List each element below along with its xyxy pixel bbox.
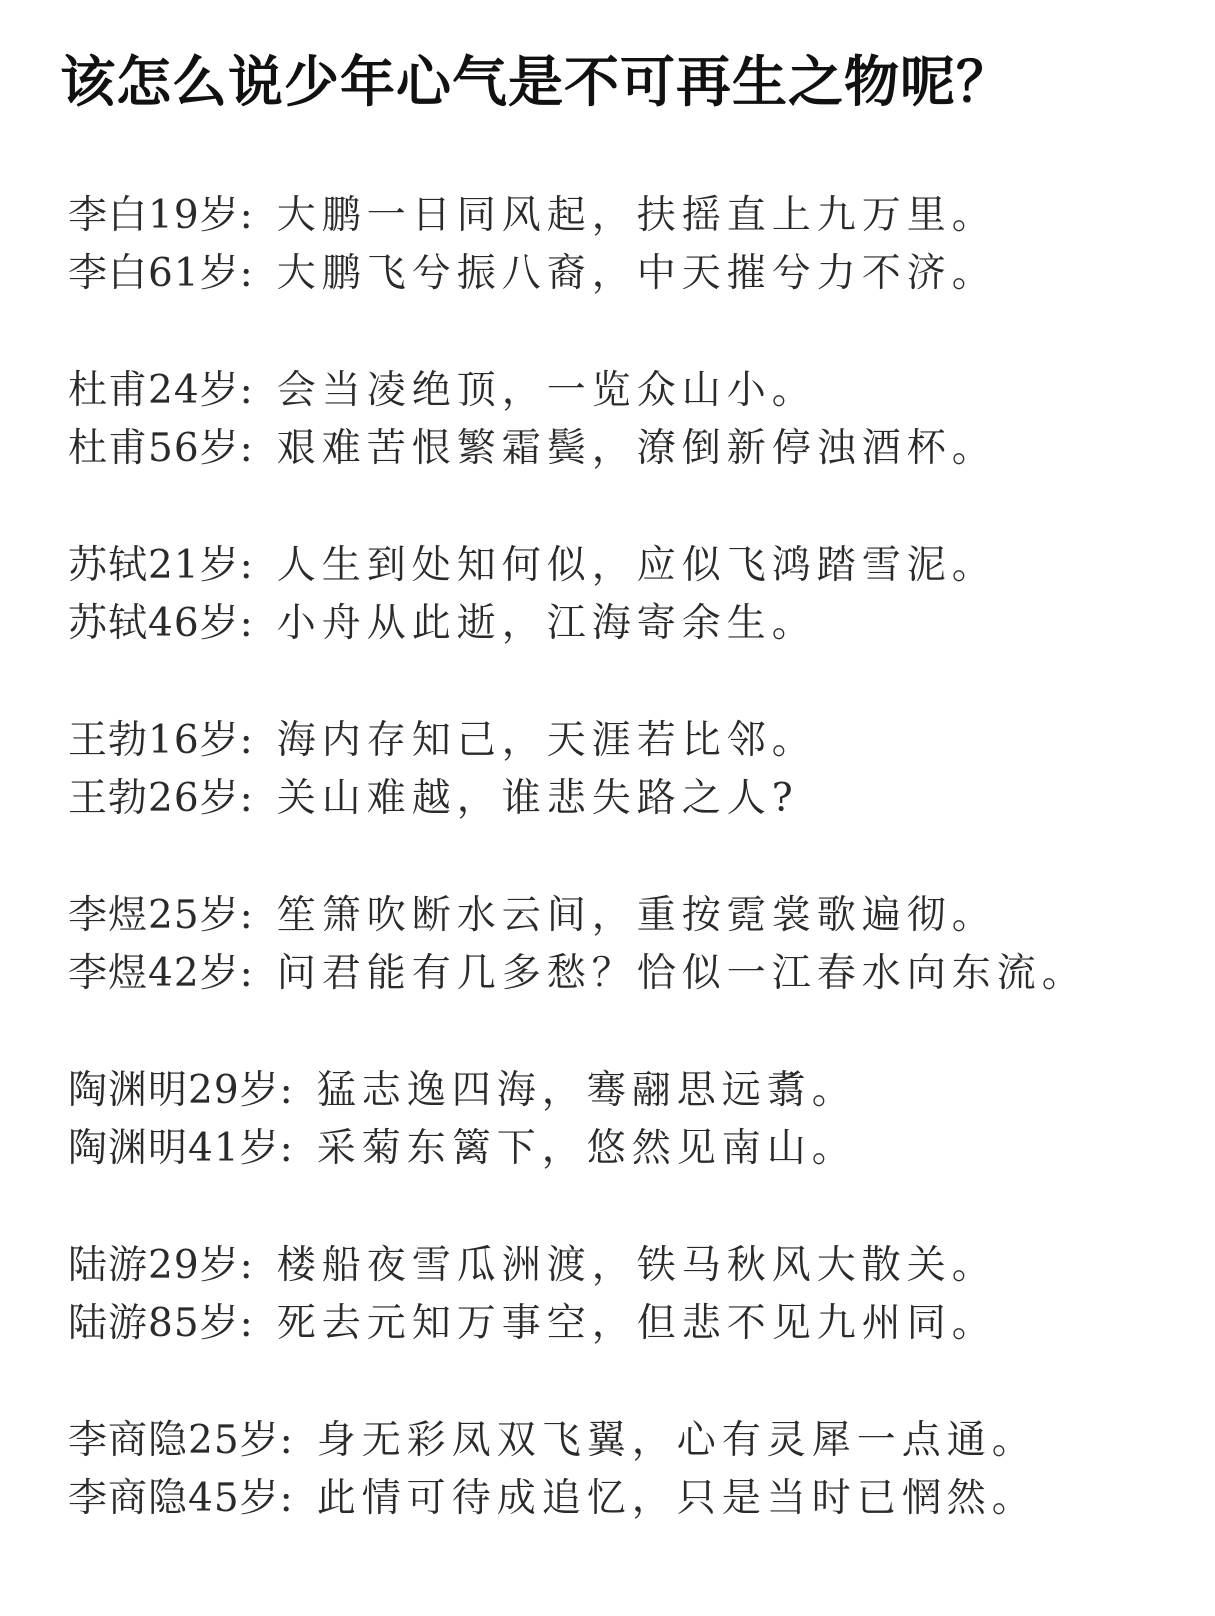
verse-text: 猛志逸四海，骞翮思远翥。 xyxy=(316,1068,857,1113)
colon: : xyxy=(239,601,253,646)
verse-text: 问君能有几多愁？恰似一江春水向东流。 xyxy=(276,951,1087,996)
verse-text: 小舟从此逝，江海寄余生。 xyxy=(276,601,817,646)
verse-text: 死去元知万事空，但悲不见九州同。 xyxy=(276,1301,997,1346)
poem-line xyxy=(68,595,1188,653)
poem-line xyxy=(68,1470,1188,1528)
poet-group-wang-bo xyxy=(68,712,1188,887)
poem-line xyxy=(68,1412,1188,1470)
poet-age: 李商隐25岁 xyxy=(68,1418,280,1463)
poem-list xyxy=(68,187,1188,1587)
colon: : xyxy=(239,893,253,938)
poem-line xyxy=(68,1062,1188,1120)
poet-group-lu-you xyxy=(68,1237,1188,1412)
colon: : xyxy=(279,1126,293,1171)
poet-age: 陆游85岁 xyxy=(68,1301,240,1346)
poem-line xyxy=(68,1120,1188,1178)
poet-group-du-fu xyxy=(68,362,1188,537)
verse-text: 楼船夜雪瓜洲渡，铁马秋风大散关。 xyxy=(276,1243,997,1288)
verse-text: 采菊东篱下，悠然见南山。 xyxy=(316,1126,857,1171)
poet-age: 王勃16岁 xyxy=(68,718,240,763)
poet-age: 苏轼46岁 xyxy=(68,601,240,646)
poet-age: 杜甫56岁 xyxy=(68,426,240,471)
verse-text: 大鹏飞兮振八裔，中天摧兮力不济。 xyxy=(276,251,997,296)
colon: : xyxy=(279,1068,293,1113)
poem-line xyxy=(68,1295,1188,1353)
colon: : xyxy=(239,776,253,821)
colon: : xyxy=(239,193,253,238)
colon: : xyxy=(239,1243,253,1288)
colon: : xyxy=(239,718,253,763)
poet-group-tao-yuanming xyxy=(68,1062,1188,1237)
colon: : xyxy=(239,543,253,588)
verse-text: 大鹏一日同风起，扶摇直上九万里。 xyxy=(276,193,997,238)
poem-line xyxy=(68,187,1188,245)
colon: : xyxy=(239,251,253,296)
poem-line xyxy=(68,770,1188,828)
poet-group-li-yu xyxy=(68,887,1188,1062)
verse-text: 笙箫吹断水云间，重按霓裳歌遍彻。 xyxy=(276,893,997,938)
poet-age: 陶渊明41岁 xyxy=(68,1126,280,1171)
colon: : xyxy=(279,1476,293,1521)
poem-line xyxy=(68,537,1188,595)
poem-line xyxy=(68,1237,1188,1295)
poet-age: 李白19岁 xyxy=(68,193,240,238)
poet-group-li-bai xyxy=(68,187,1188,362)
poem-line xyxy=(68,245,1188,303)
poet-age: 苏轼21岁 xyxy=(68,543,240,588)
poet-group-li-shangyin xyxy=(68,1412,1188,1587)
poem-line xyxy=(68,420,1188,478)
poet-age: 陶渊明29岁 xyxy=(68,1068,280,1113)
poet-age: 陆游29岁 xyxy=(68,1243,240,1288)
verse-text: 艰难苦恨繁霜鬓，潦倒新停浊酒杯。 xyxy=(276,426,997,471)
poet-age: 杜甫24岁 xyxy=(68,368,240,413)
poet-group-su-shi xyxy=(68,537,1188,712)
colon: : xyxy=(239,426,253,471)
poet-age: 李商隐45岁 xyxy=(68,1476,280,1521)
verse-text: 此情可待成追忆，只是当时已惘然。 xyxy=(316,1476,1037,1521)
verse-text: 身无彩凤双飞翼，心有灵犀一点通。 xyxy=(316,1418,1037,1463)
colon: : xyxy=(239,951,253,996)
poem-line xyxy=(68,887,1188,945)
colon: : xyxy=(239,1301,253,1346)
colon: : xyxy=(239,368,253,413)
poet-age: 王勃26岁 xyxy=(68,776,240,821)
poem-line xyxy=(68,945,1188,1003)
poet-age: 李煜42岁 xyxy=(68,951,240,996)
verse-text: 海内存知己，天涯若比邻。 xyxy=(276,718,817,763)
page-title: 该怎么说少年心气是不可再生之物呢？ xyxy=(60,50,1013,114)
poet-age: 李煜25岁 xyxy=(68,893,240,938)
verse-text: 人生到处知何似，应似飞鸿踏雪泥。 xyxy=(276,543,997,588)
poet-age: 李白61岁 xyxy=(68,251,240,296)
poem-line xyxy=(68,362,1188,420)
verse-text: 关山难越，谁悲失路之人? xyxy=(276,776,799,821)
verse-text: 会当凌绝顶，一览众山小。 xyxy=(276,368,817,413)
colon: : xyxy=(279,1418,293,1463)
poem-line xyxy=(68,712,1188,770)
